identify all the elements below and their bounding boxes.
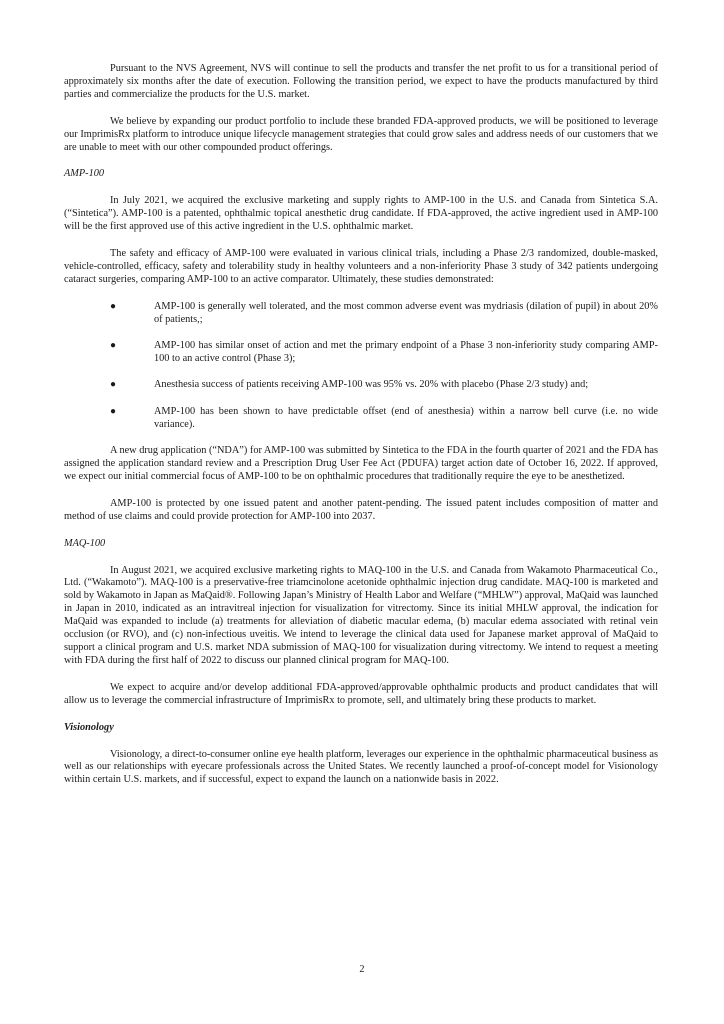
list-item-text: Anesthesia success of patients receiving AMP-100 was 95% vs. 20% with placebo (Phase 2/3 study) and; — [154, 379, 589, 391]
section-heading-maq-100: MAQ-100 — [64, 537, 106, 549]
paragraph-amp-patent: AMP-100 is protected by one issued patent and another patent-pending. The issued patent includes composition of matter and method of use claims and could provide protection for AMP-100 into 2037. — [64, 497, 658, 522]
list-item — [64, 301, 658, 327]
paragraph-nvs-agreement: Pursuant to the NVS Agreement, NVS will continue to sell the products and transfer the net profit to us for a transitional period of approximately six months after the date of execution. Following the transition period, we expect to have the products manufactured by third parties and commercialize the products for the U.S. market. — [64, 63, 658, 100]
list-item — [64, 340, 658, 366]
paragraph-amp-trials: The safety and efficacy of AMP-100 were evaluated in various clinical trials, including a Phase 2/3 randomized, double-masked, vehicle-controlled, efficacy, safety and tolerability study in healthy volunteers and a non-inferiority Phase 3 study of 342 patients undergoing cataract surgeries, comparing AMP-100 to an active comparator. Ultimately, these studies demonstrated: — [64, 248, 658, 285]
page-number: 2 — [359, 964, 365, 975]
list-item-text: AMP-100 has similar onset of action and met the primary endpoint of a Phase 3 non-inferiority study comparing AMP-100 to an active control (Phase 3); — [154, 340, 658, 364]
document-body — [64, 63, 658, 801]
paragraph-amp-nda: A new drug application (“NDA”) for AMP-100 was submitted by Sintetica to the FDA in the fourth quarter of 2021 and the FDA has assigned the application standard review and a Prescription Drug User Fee Act (PDUFA) target action date of October 16, 2022. If approved, we expect our initial commercial focus of AMP-100 to be on ophthalmic procedures that traditionally require the eye to be anesthetized. — [64, 445, 658, 482]
list-item — [64, 379, 658, 392]
bullet-icon: ● — [110, 405, 117, 417]
amp-results-list — [64, 301, 658, 432]
bullet-icon: ● — [110, 300, 117, 312]
paragraph-amp-acquisition: In July 2021, we acquired the exclusive marketing and supply rights to AMP-100 in the U.S. and Canada from Sintetica S.A. (“Sintetica”). AMP-100 is a patented, ophthalmic topical anesthetic drug candidate. If FDA-approved, the active ingredient used in AMP-100 will be the first approved use of this active ingredient in the U.S. ophthalmic market. — [64, 195, 658, 233]
section-heading-amp-100: AMP-100 — [64, 168, 105, 180]
paragraph-product-portfolio: We believe by expanding our product portfolio to include these branded FDA-approved products, we will be positioned to leverage our ImprimisRx platform to introduce unique lifecycle management strategies that could grow sales and address needs of our customers that we are unable to meet with our other compounded product offerings. — [64, 115, 658, 153]
list-item-text: AMP-100 is generally well tolerated, and the most common adverse event was mydriasis (dilation of pupil) in about 20% of patients,; — [154, 300, 658, 325]
section-heading-visionology: Visionology — [64, 721, 114, 733]
paragraph-additional-products: We expect to acquire and/or develop additional FDA-approved/approvable ophthalmic products and product candidates that will allow us to leverage the commercial infrastructure of ImprimisRx to promote, sell, and ultimately bring these products to market. — [64, 681, 658, 706]
list-item-text: AMP-100 has been shown to have predictable offset (end of anesthesia) within a narrow bell curve (i.e. no wide variance). — [154, 405, 658, 430]
bullet-icon: ● — [110, 379, 117, 391]
paragraph-visionology: Visionology, a direct-to-consumer online eye health platform, leverages our experience in the ophthalmic pharmaceutical business as well as our relationships with eyecare professionals across the United States. We recently launched a proof-of-concept model for Visionology within certain U.S. markets, and if successful, expect to expand the launch on a nationwide basis in 2022. — [64, 748, 658, 786]
list-item — [64, 406, 658, 432]
bullet-icon: ● — [110, 340, 117, 352]
paragraph-maq-acquisition: In August 2021, we acquired exclusive marketing rights to MAQ-100 in the U.S. and Canada from Wakamoto Pharmaceutical Co., Ltd. (“Wakamoto”). MAQ-100 is a preservative-free triamcinolone acetonide ophthalmic injection drug candidate. MAQ-100 is marketed and sold by Wakamoto in Japan as MaQaid®. Following Japan’s Ministry of Health Labor and Welfare (“MHLW”) approval, MaQaid was launched in Japan in 2010, indicated as an intravitreal injection for visualization for vitrectomy. Since its initial MHLW approval, the indication for MaQaid was expanded to include (a) treatments for alleviation of diabetic macular edema, (b) macular edema associated with retinal vein occlusion (or RVO), and (c) non-infectious uveitis. We intend to leverage the clinical data used for Japanese market approval of MaQaid to support a clinical program and U.S. market NDA submission of MAQ-100 for visualization during vitrectomy. We intend to request a meeting with FDA during the first half of 2022 to discuss our planned clinical program for MAQ-100. — [64, 564, 658, 666]
